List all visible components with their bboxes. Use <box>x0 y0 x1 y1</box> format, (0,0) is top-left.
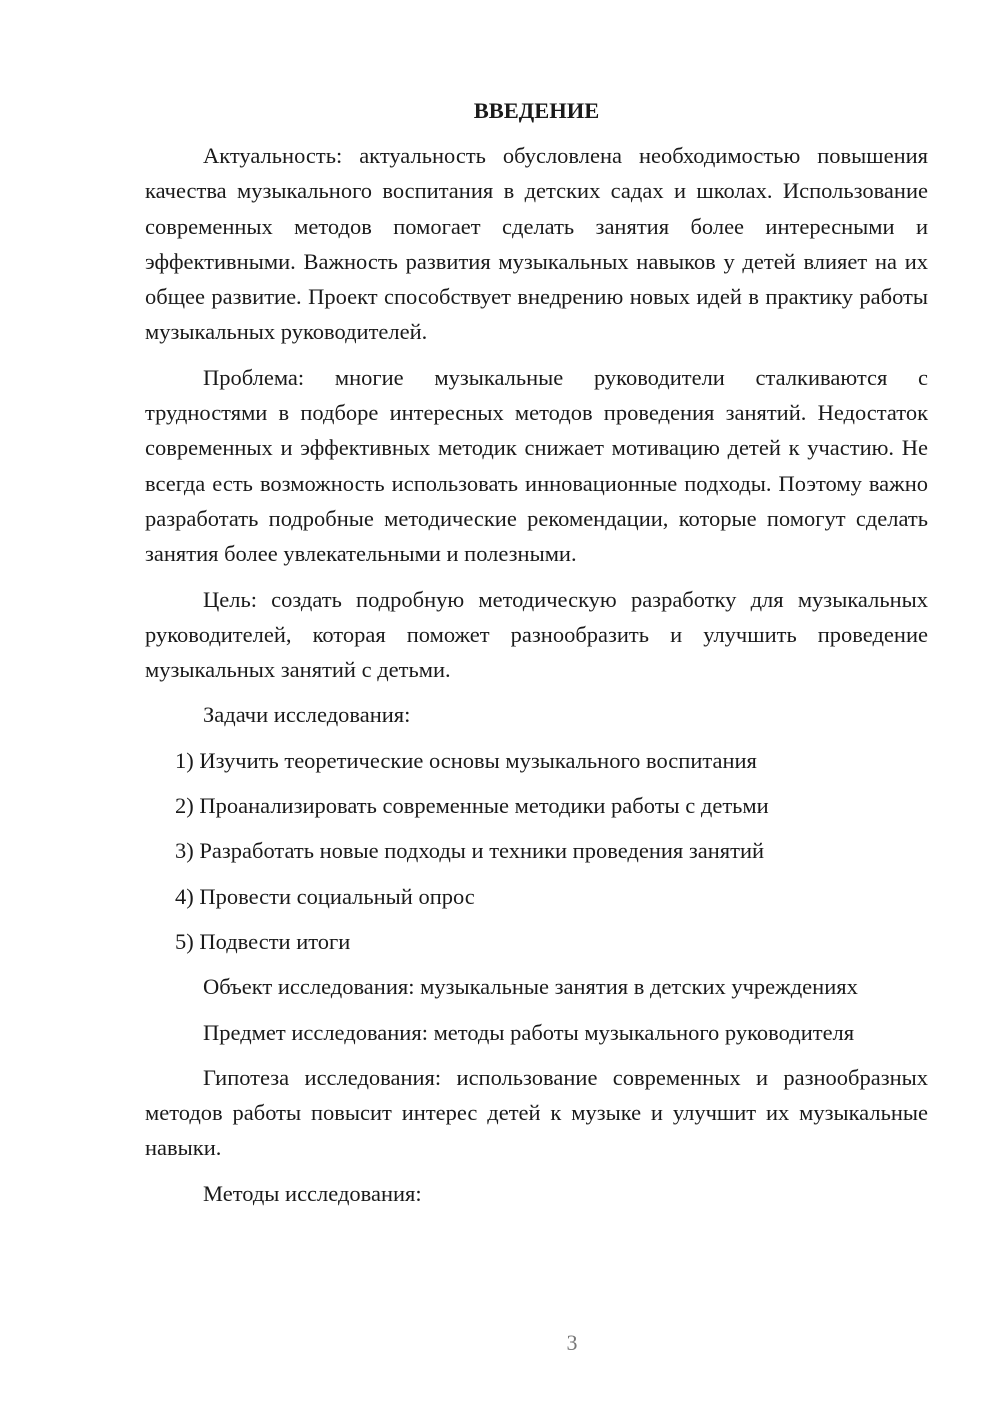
task-item: 5) Подвести итоги <box>175 928 351 954</box>
section-title: ВВЕДЕНИЕ <box>473 98 600 123</box>
task-item: 2) Проанализировать современные методики работы с детьми <box>175 793 769 819</box>
methods-heading: Методы исследования: <box>203 1180 422 1206</box>
problem-paragraph: Проблема: многие музыкальные руководители сталкиваются с трудностями в подборе интересных методов проведения занятий. Недостаток современных и эффективных методик снижает мотивацию детей к участию. Не всегда есть возможность использовать инновационные подходы. Поэтому важно разработать подробные методические рекомендации, которые помогут сделать занятия более увлекательными и полезными. <box>145 364 928 567</box>
hypothesis-paragraph: Гипотеза исследования: использование современных и разнообразных методов работы повысит интерес детей к музыке и улучшит их музыкальные навыки. <box>145 1064 928 1161</box>
tasks-heading: Задачи исследования: <box>203 702 411 728</box>
task-item: 1) Изучить теоретические основы музыкального воспитания <box>175 747 757 773</box>
tasks-list <box>145 743 928 959</box>
page-content <box>145 93 928 1221</box>
goal-paragraph: Цель: создать подробную методическую разработку для музыкальных руководителей, которая поможет разнообразить и улучшить проведение музыкальных занятий с детьми. <box>145 586 928 683</box>
relevance-paragraph: Актуальность: актуальность обусловлена необходимостью повышения качества музыкального воспитания в детских садах и школах. Использование современных методов помогает сделать занятия более интересными и эффективными. Важность развития музыкальных навыков у детей влияет на их общее развитие. Проект способствует внедрению новых идей в практику работы музыкальных руководителей. <box>145 143 928 345</box>
task-item: 3) Разработать новые подходы и техники проведения занятий <box>175 838 765 864</box>
task-item: 4) Провести социальный опрос <box>175 883 475 909</box>
subject-paragraph: Предмет исследования: методы работы музыкального руководителя <box>203 1019 855 1045</box>
page-number: 3 <box>566 1330 578 1355</box>
object-paragraph: Объект исследования: музыкальные занятия в детских учреждениях <box>203 974 858 1000</box>
